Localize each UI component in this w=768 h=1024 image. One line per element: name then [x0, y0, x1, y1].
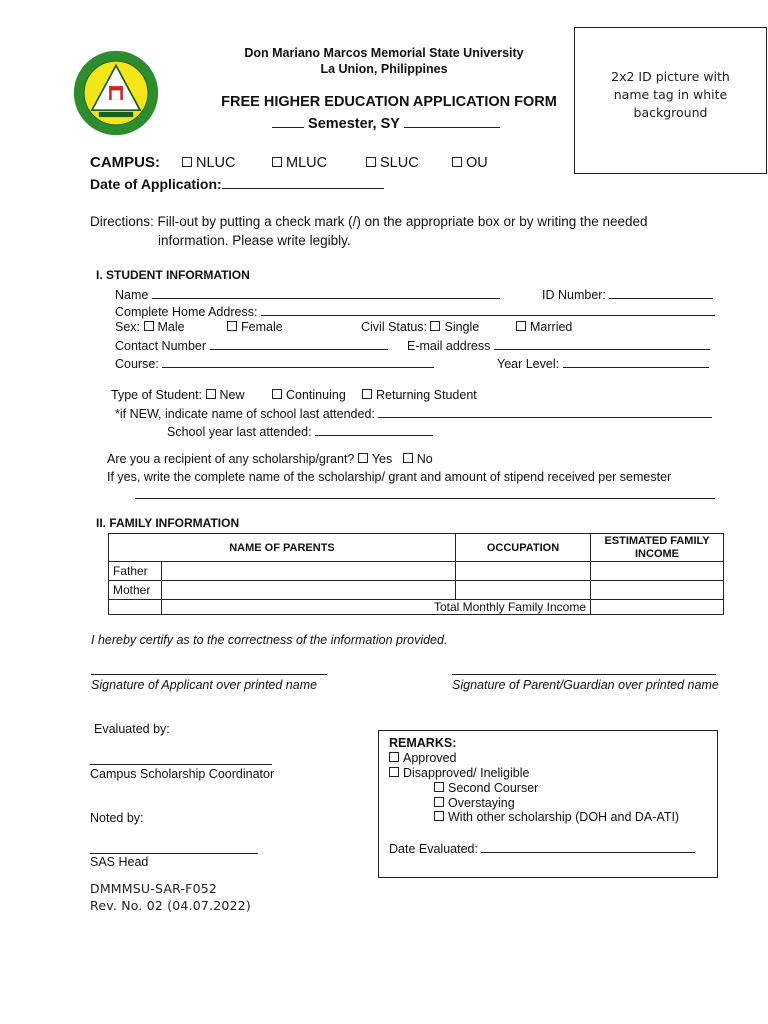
date-evaluated-row: Date Evaluated: — [389, 840, 695, 856]
certification-statement: I hereby certify as to the correctness of the information provided. — [91, 633, 448, 647]
mother-occupation-cell[interactable] — [456, 581, 591, 600]
university-name: Don Mariano Marcos Memorial State University — [244, 46, 524, 60]
coordinator-signature-line[interactable] — [90, 752, 272, 765]
remarks-title: REMARKS: — [389, 736, 457, 750]
coordinator-label: Campus Scholarship Coordinator — [90, 767, 275, 781]
female-option[interactable]: Female — [227, 320, 283, 334]
name-row: Name — [115, 286, 500, 302]
course-row: Course: — [115, 355, 434, 371]
type-of-student-row: Type of Student: New — [111, 388, 245, 402]
mother-name-cell[interactable] — [162, 581, 456, 600]
email-row: E-mail address — [407, 337, 710, 353]
row-label-father: Father — [109, 562, 162, 581]
checkbox-icon[interactable] — [272, 157, 282, 167]
married-checkbox[interactable] — [516, 321, 526, 331]
scholarship-no-checkbox[interactable] — [403, 453, 413, 463]
remark-other-scholarship[interactable]: With other scholarship (DOH and DA-ATI) — [434, 810, 679, 824]
university-location: La Union, Philippines — [320, 62, 448, 76]
table-row — [109, 562, 724, 581]
applicant-signature-line[interactable] — [91, 662, 327, 675]
approved-checkbox[interactable] — [389, 752, 399, 762]
contact-row: Contact Number — [115, 337, 388, 353]
scholarship-detail-field[interactable] — [135, 486, 715, 499]
photo-box — [574, 27, 767, 174]
remark-approved[interactable]: Approved — [389, 751, 457, 765]
form-title: FREE HIGHER EDUCATION APPLICATION FORM — [221, 94, 557, 110]
other-scholarship-checkbox[interactable] — [434, 811, 444, 821]
disapproved-checkbox[interactable] — [389, 767, 399, 777]
married-option[interactable]: Married — [516, 320, 572, 334]
father-name-cell[interactable] — [162, 562, 456, 581]
last-school-field[interactable] — [378, 405, 712, 418]
applicant-signature-label: Signature of Applicant over printed name — [91, 678, 318, 692]
sex-row: Sex: Male — [115, 320, 185, 334]
female-checkbox[interactable] — [227, 321, 237, 331]
directions-line-2: information. Please write legibly. — [158, 233, 351, 248]
course-field[interactable] — [162, 355, 434, 368]
campus-option-sluc[interactable]: SLUC — [366, 155, 419, 171]
row-label-mother: Mother — [109, 581, 162, 600]
campus-label: CAMPUS: — [90, 154, 160, 171]
total-income-label: Total Monthly Family Income — [162, 600, 591, 615]
col-occupation: OCCUPATION — [456, 534, 591, 562]
type-new-checkbox[interactable] — [206, 389, 216, 399]
remark-disapproved[interactable]: Disapproved/ Ineligible — [389, 766, 529, 780]
family-table — [108, 533, 724, 615]
sas-head-label: SAS Head — [90, 855, 149, 869]
address-row: Complete Home Address: — [115, 303, 715, 319]
remark-overstaying[interactable]: Overstaying — [434, 796, 515, 810]
if-new-row: *if NEW, indicate name of school last attended: — [115, 405, 712, 421]
email-field[interactable] — [494, 337, 710, 350]
father-income-cell[interactable] — [591, 562, 724, 581]
civil-status-row: Civil Status: Single — [361, 320, 480, 334]
scholarship-yes-checkbox[interactable] — [358, 453, 368, 463]
section-family-information: II. FAMILY INFORMATION — [96, 516, 240, 530]
scholarship-detail: If yes, write the complete name of the scholarship/ grant and amount of stipend received per semester — [107, 470, 672, 484]
section-student-information: I. STUDENT INFORMATION — [96, 268, 250, 282]
type-continuing-option[interactable]: Continuing — [272, 388, 346, 402]
date-of-application-field[interactable] — [222, 176, 384, 189]
overstaying-checkbox[interactable] — [434, 797, 444, 807]
parent-signature-label: Signature of Parent/Guardian over printed name — [452, 678, 719, 692]
semester-blank[interactable] — [272, 115, 304, 128]
type-returning-option[interactable]: Returning Student — [362, 388, 477, 402]
photo-note: 2x2 ID picture with name tag in white background — [611, 69, 730, 120]
checkbox-icon[interactable] — [182, 157, 192, 167]
evaluated-by-label: Evaluated by: — [94, 722, 170, 736]
year-level-field[interactable] — [563, 355, 709, 368]
contact-field[interactable] — [210, 337, 388, 350]
id-number-row: ID Number: — [542, 286, 713, 302]
semester-line — [272, 115, 500, 132]
revision-number: Rev. No. 02 (04.07.2022) — [90, 898, 251, 913]
table-row — [109, 600, 724, 615]
school-year-blank[interactable] — [404, 115, 500, 128]
remarks-box — [378, 730, 718, 878]
checkbox-icon[interactable] — [452, 157, 462, 167]
form-code: DMMMSU-SAR-F052 — [90, 881, 218, 896]
campus-option-mluc[interactable]: MLUC — [272, 155, 327, 171]
total-income-cell[interactable] — [591, 600, 724, 615]
sas-head-signature-line[interactable] — [90, 841, 258, 854]
semester-label: Semester, SY — [308, 116, 400, 132]
address-field[interactable] — [261, 303, 715, 316]
second-courser-checkbox[interactable] — [434, 782, 444, 792]
year-level-row: Year Level: — [497, 355, 709, 371]
male-checkbox[interactable] — [144, 321, 154, 331]
directions-line-1: Directions: Fill-out by putting a check mark (/) on the appropriate box or by writing the needed — [90, 214, 648, 229]
noted-by-label: Noted by: — [90, 811, 144, 825]
checkbox-icon[interactable] — [366, 157, 376, 167]
school-year-field[interactable] — [315, 423, 433, 436]
school-year-row: School year last attended: — [167, 423, 433, 439]
remark-second-courser[interactable]: Second Courser — [434, 781, 538, 795]
col-estimated-family-income: ESTIMATED FAMILY INCOME — [591, 534, 724, 562]
campus-option-nluc[interactable]: NLUC — [182, 155, 235, 171]
date-evaluated-field[interactable] — [481, 840, 695, 853]
single-checkbox[interactable] — [430, 321, 440, 331]
campus-row — [90, 154, 160, 171]
campus-option-ou[interactable]: OU — [452, 155, 488, 171]
parent-signature-line[interactable] — [452, 662, 716, 675]
date-of-application: Date of Application: — [90, 176, 384, 192]
type-returning-checkbox[interactable] — [362, 389, 372, 399]
id-number-field[interactable] — [609, 286, 713, 299]
mother-income-cell[interactable] — [591, 581, 724, 600]
type-continuing-checkbox[interactable] — [272, 389, 282, 399]
table-row — [109, 581, 724, 600]
scholarship-question-row: Are you a recipient of any scholarship/grant? Yes No — [107, 452, 433, 466]
name-field[interactable] — [152, 286, 500, 299]
father-occupation-cell[interactable] — [456, 562, 591, 581]
col-name-of-parents: NAME OF PARENTS — [109, 534, 456, 562]
